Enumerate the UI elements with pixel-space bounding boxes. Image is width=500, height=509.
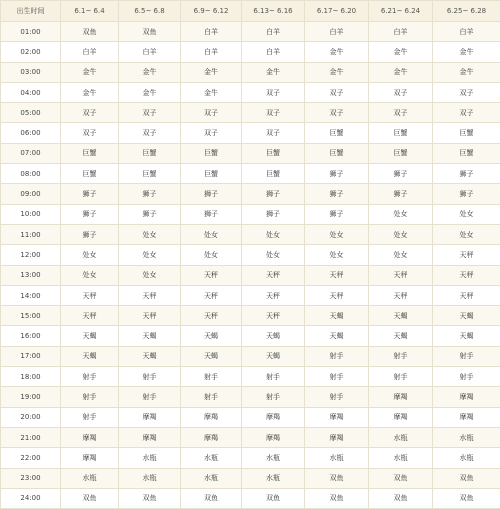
table-body	[1, 22, 500, 509]
table-row	[1, 62, 500, 82]
zodiac-cell: 射手	[305, 346, 369, 366]
zodiac-cell: 巨蟹	[433, 123, 500, 143]
zodiac-cell: 处女	[433, 204, 500, 224]
table-row	[1, 427, 500, 447]
zodiac-cell: 天秤	[433, 265, 500, 285]
zodiac-cell: 巨蟹	[242, 164, 305, 184]
zodiac-cell: 处女	[369, 204, 433, 224]
zodiac-cell: 摩羯	[181, 427, 242, 447]
time-cell: 18:00	[1, 367, 61, 387]
zodiac-cell: 双子	[119, 123, 181, 143]
zodiac-cell: 摩羯	[119, 427, 181, 447]
zodiac-cell: 双子	[61, 123, 119, 143]
time-cell: 20:00	[1, 407, 61, 427]
table-row	[1, 265, 500, 285]
zodiac-cell: 双鱼	[369, 488, 433, 508]
zodiac-cell: 双子	[369, 103, 433, 123]
zodiac-cell: 白羊	[181, 42, 242, 62]
time-cell: 06:00	[1, 123, 61, 143]
table-row	[1, 82, 500, 102]
time-cell: 16:00	[1, 326, 61, 346]
zodiac-cell: 双子	[242, 123, 305, 143]
time-cell: 02:00	[1, 42, 61, 62]
zodiac-cell: 狮子	[369, 164, 433, 184]
table-row	[1, 204, 500, 224]
zodiac-cell: 白羊	[119, 42, 181, 62]
zodiac-cell: 射手	[369, 346, 433, 366]
zodiac-cell: 天秤	[305, 265, 369, 285]
table-row	[1, 103, 500, 123]
zodiac-cell: 天秤	[61, 285, 119, 305]
zodiac-cell: 巨蟹	[369, 123, 433, 143]
zodiac-cell: 巨蟹	[119, 164, 181, 184]
table-row	[1, 306, 500, 326]
zodiac-cell: 天蝎	[433, 306, 500, 326]
table-row	[1, 164, 500, 184]
zodiac-cell: 处女	[369, 245, 433, 265]
zodiac-cell: 天秤	[242, 265, 305, 285]
zodiac-cell: 天蝎	[305, 306, 369, 326]
zodiac-cell: 双子	[181, 103, 242, 123]
table-row	[1, 245, 500, 265]
zodiac-cell: 射手	[61, 387, 119, 407]
zodiac-cell: 金牛	[242, 62, 305, 82]
zodiac-cell: 双子	[181, 123, 242, 143]
header-date-range: 6.21~ 6.24	[369, 1, 433, 22]
zodiac-cell: 狮子	[181, 204, 242, 224]
zodiac-cell: 双鱼	[305, 488, 369, 508]
zodiac-cell: 巨蟹	[242, 143, 305, 163]
zodiac-cell: 摩羯	[369, 387, 433, 407]
zodiac-cell: 射手	[305, 367, 369, 387]
time-cell: 05:00	[1, 103, 61, 123]
zodiac-cell: 摩羯	[61, 427, 119, 447]
zodiac-cell: 天蝎	[369, 306, 433, 326]
zodiac-cell: 水瓶	[369, 427, 433, 447]
time-cell: 24:00	[1, 488, 61, 508]
table-row	[1, 326, 500, 346]
zodiac-cell: 摩羯	[181, 407, 242, 427]
zodiac-cell: 处女	[433, 224, 500, 244]
zodiac-cell: 射手	[61, 407, 119, 427]
table-row	[1, 367, 500, 387]
header-date-range: 6.1~ 6.4	[61, 1, 119, 22]
zodiac-cell: 射手	[119, 367, 181, 387]
zodiac-cell: 天秤	[119, 285, 181, 305]
time-cell: 01:00	[1, 22, 61, 42]
zodiac-cell: 处女	[119, 265, 181, 285]
zodiac-cell: 摩羯	[119, 407, 181, 427]
zodiac-cell: 水瓶	[433, 427, 500, 447]
zodiac-cell: 天秤	[369, 265, 433, 285]
zodiac-cell: 摩羯	[433, 407, 500, 427]
zodiac-cell: 天秤	[61, 306, 119, 326]
zodiac-cell: 巨蟹	[181, 164, 242, 184]
zodiac-cell: 射手	[61, 367, 119, 387]
table-row	[1, 346, 500, 366]
zodiac-cell: 双鱼	[433, 488, 500, 508]
zodiac-cell: 巨蟹	[305, 123, 369, 143]
zodiac-cell: 水瓶	[305, 448, 369, 468]
zodiac-cell: 摩羯	[61, 448, 119, 468]
zodiac-cell: 狮子	[305, 164, 369, 184]
zodiac-cell: 金牛	[181, 82, 242, 102]
zodiac-cell: 射手	[433, 367, 500, 387]
zodiac-cell: 双子	[61, 103, 119, 123]
zodiac-cell: 金牛	[305, 62, 369, 82]
zodiac-cell: 射手	[242, 367, 305, 387]
time-cell: 09:00	[1, 184, 61, 204]
table-row	[1, 387, 500, 407]
zodiac-cell: 狮子	[369, 184, 433, 204]
header-birth-time: 出生时间	[1, 1, 61, 22]
table-row	[1, 42, 500, 62]
zodiac-cell: 狮子	[433, 164, 500, 184]
table-row	[1, 143, 500, 163]
zodiac-cell: 天蝎	[242, 346, 305, 366]
header-date-range: 6.5~ 6.8	[119, 1, 181, 22]
zodiac-cell: 天秤	[181, 265, 242, 285]
time-cell: 13:00	[1, 265, 61, 285]
zodiac-cell: 射手	[119, 387, 181, 407]
zodiac-cell: 水瓶	[119, 448, 181, 468]
zodiac-cell: 双子	[305, 103, 369, 123]
zodiac-cell: 天蝎	[305, 326, 369, 346]
header-date-range: 6.25~ 6.28	[433, 1, 500, 22]
zodiac-cell: 双子	[305, 82, 369, 102]
zodiac-cell: 天秤	[181, 306, 242, 326]
time-cell: 21:00	[1, 427, 61, 447]
zodiac-cell: 金牛	[181, 62, 242, 82]
zodiac-cell: 金牛	[61, 62, 119, 82]
zodiac-cell: 水瓶	[369, 448, 433, 468]
zodiac-cell: 双鱼	[181, 488, 242, 508]
zodiac-cell: 狮子	[119, 204, 181, 224]
zodiac-cell: 天蝎	[181, 346, 242, 366]
zodiac-cell: 处女	[61, 265, 119, 285]
zodiac-cell: 处女	[119, 245, 181, 265]
zodiac-cell: 天秤	[181, 285, 242, 305]
zodiac-cell: 双鱼	[119, 488, 181, 508]
zodiac-cell: 射手	[433, 346, 500, 366]
zodiac-cell: 白羊	[242, 22, 305, 42]
zodiac-cell: 摩羯	[242, 427, 305, 447]
zodiac-cell: 白羊	[305, 22, 369, 42]
zodiac-cell: 处女	[242, 224, 305, 244]
zodiac-cell: 天蝎	[433, 326, 500, 346]
zodiac-cell: 天蝎	[61, 346, 119, 366]
table-row	[1, 224, 500, 244]
zodiac-cell: 狮子	[61, 204, 119, 224]
zodiac-cell: 双鱼	[305, 468, 369, 488]
zodiac-cell: 巨蟹	[61, 164, 119, 184]
time-cell: 15:00	[1, 306, 61, 326]
table-row	[1, 448, 500, 468]
zodiac-cell: 射手	[369, 367, 433, 387]
zodiac-cell: 白羊	[242, 42, 305, 62]
zodiac-cell: 狮子	[242, 184, 305, 204]
zodiac-cell: 双鱼	[433, 468, 500, 488]
zodiac-cell: 双鱼	[242, 488, 305, 508]
zodiac-cell: 双子	[242, 103, 305, 123]
zodiac-cell: 水瓶	[61, 468, 119, 488]
table-row	[1, 123, 500, 143]
zodiac-cell: 天蝎	[181, 326, 242, 346]
zodiac-cell: 处女	[369, 224, 433, 244]
zodiac-cell: 金牛	[369, 62, 433, 82]
zodiac-cell: 白羊	[369, 22, 433, 42]
zodiac-cell: 射手	[181, 367, 242, 387]
zodiac-cell: 狮子	[305, 204, 369, 224]
zodiac-cell: 金牛	[433, 62, 500, 82]
time-cell: 08:00	[1, 164, 61, 184]
zodiac-cell: 狮子	[61, 224, 119, 244]
zodiac-cell: 巨蟹	[119, 143, 181, 163]
zodiac-cell: 巨蟹	[181, 143, 242, 163]
zodiac-cell: 金牛	[119, 82, 181, 102]
zodiac-cell: 狮子	[181, 184, 242, 204]
zodiac-cell: 白羊	[181, 22, 242, 42]
table-row	[1, 184, 500, 204]
zodiac-cell: 处女	[181, 245, 242, 265]
zodiac-cell: 天秤	[369, 285, 433, 305]
time-cell: 17:00	[1, 346, 61, 366]
zodiac-cell: 处女	[305, 224, 369, 244]
zodiac-cell: 金牛	[61, 82, 119, 102]
zodiac-cell: 双子	[242, 82, 305, 102]
zodiac-cell: 天秤	[242, 285, 305, 305]
time-cell: 23:00	[1, 468, 61, 488]
header-date-range: 6.13~ 6.16	[242, 1, 305, 22]
time-cell: 19:00	[1, 387, 61, 407]
zodiac-cell: 天蝎	[119, 346, 181, 366]
zodiac-cell: 天秤	[433, 285, 500, 305]
zodiac-cell: 水瓶	[242, 448, 305, 468]
zodiac-cell: 双鱼	[369, 468, 433, 488]
table-row	[1, 285, 500, 305]
zodiac-cell: 处女	[242, 245, 305, 265]
time-cell: 12:00	[1, 245, 61, 265]
time-cell: 04:00	[1, 82, 61, 102]
header-date-range: 6.9~ 6.12	[181, 1, 242, 22]
zodiac-cell: 双鱼	[61, 488, 119, 508]
zodiac-cell: 处女	[181, 224, 242, 244]
time-cell: 03:00	[1, 62, 61, 82]
time-cell: 10:00	[1, 204, 61, 224]
zodiac-cell: 射手	[242, 387, 305, 407]
zodiac-cell: 巨蟹	[61, 143, 119, 163]
time-cell: 22:00	[1, 448, 61, 468]
zodiac-cell: 金牛	[305, 42, 369, 62]
zodiac-cell: 处女	[119, 224, 181, 244]
zodiac-cell: 天秤	[305, 285, 369, 305]
zodiac-cell: 天秤	[119, 306, 181, 326]
zodiac-cell: 巨蟹	[305, 143, 369, 163]
zodiac-cell: 双子	[369, 82, 433, 102]
zodiac-cell: 摩羯	[369, 407, 433, 427]
zodiac-cell: 射手	[305, 387, 369, 407]
zodiac-cell: 巨蟹	[369, 143, 433, 163]
zodiac-cell: 双子	[433, 82, 500, 102]
zodiac-cell: 处女	[61, 245, 119, 265]
zodiac-cell: 射手	[181, 387, 242, 407]
zodiac-cell: 天蝎	[242, 326, 305, 346]
zodiac-cell: 水瓶	[242, 468, 305, 488]
zodiac-cell: 水瓶	[181, 448, 242, 468]
zodiac-cell: 处女	[305, 245, 369, 265]
zodiac-cell: 金牛	[433, 42, 500, 62]
header-date-range: 6.17~ 6.20	[305, 1, 369, 22]
time-cell: 07:00	[1, 143, 61, 163]
zodiac-cell: 双鱼	[119, 22, 181, 42]
zodiac-cell: 摩羯	[242, 407, 305, 427]
zodiac-cell: 狮子	[305, 184, 369, 204]
zodiac-cell: 白羊	[61, 42, 119, 62]
zodiac-cell: 狮子	[242, 204, 305, 224]
table-row	[1, 407, 500, 427]
zodiac-cell: 白羊	[433, 22, 500, 42]
zodiac-cell: 双子	[119, 103, 181, 123]
table-row	[1, 468, 500, 488]
zodiac-cell: 狮子	[433, 184, 500, 204]
zodiac-cell: 摩羯	[305, 407, 369, 427]
zodiac-cell: 金牛	[119, 62, 181, 82]
zodiac-cell: 狮子	[119, 184, 181, 204]
zodiac-cell: 天蝎	[61, 326, 119, 346]
zodiac-cell: 天蝎	[369, 326, 433, 346]
zodiac-cell: 天蝎	[119, 326, 181, 346]
zodiac-cell: 双子	[433, 103, 500, 123]
zodiac-cell: 水瓶	[181, 468, 242, 488]
zodiac-cell: 狮子	[61, 184, 119, 204]
zodiac-cell: 水瓶	[119, 468, 181, 488]
zodiac-cell: 摩羯	[305, 427, 369, 447]
zodiac-cell: 摩羯	[433, 387, 500, 407]
zodiac-cell: 巨蟹	[433, 143, 500, 163]
time-cell: 11:00	[1, 224, 61, 244]
zodiac-cell: 水瓶	[433, 448, 500, 468]
table-row	[1, 22, 500, 42]
zodiac-cell: 金牛	[369, 42, 433, 62]
zodiac-cell: 天秤	[242, 306, 305, 326]
time-cell: 14:00	[1, 285, 61, 305]
header-row	[1, 1, 500, 22]
zodiac-cell: 天秤	[433, 245, 500, 265]
zodiac-cell: 双鱼	[61, 22, 119, 42]
